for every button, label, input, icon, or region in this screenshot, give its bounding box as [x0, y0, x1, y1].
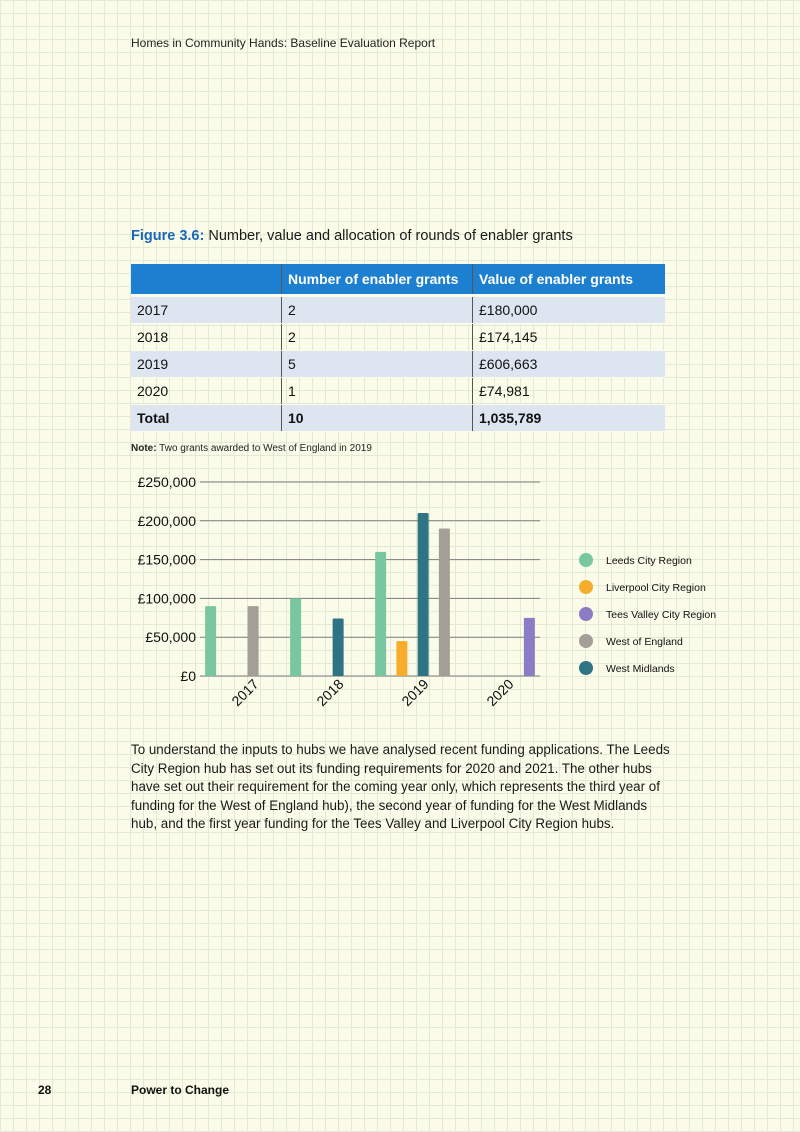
table-cell: 2017	[131, 296, 282, 324]
table-cell: £180,000	[473, 296, 666, 324]
table-total-row	[131, 405, 665, 432]
x-tick-label: 2020	[483, 675, 517, 710]
y-tick-label: £0	[180, 668, 196, 684]
legend-label: West Midlands	[606, 663, 675, 675]
table-cell: 10	[282, 405, 473, 432]
figure-caption	[131, 228, 573, 244]
table-row	[131, 296, 665, 324]
legend-marker	[579, 553, 593, 567]
y-tick-label: £100,000	[137, 590, 196, 607]
table-header-row	[131, 264, 665, 296]
chart-bar	[375, 552, 386, 676]
note-text: Two grants awarded to West of England in 2019	[156, 443, 372, 454]
legend-marker	[579, 634, 593, 648]
y-tick-label: £200,000	[137, 512, 196, 529]
report-header: Homes in Community Hands: Baseline Evaluation Report	[131, 36, 436, 50]
figure-caption-text: Number, value and allocation of rounds of enabler grants	[204, 228, 573, 244]
y-tick-label: £50,000	[145, 629, 196, 646]
figure-label: Figure 3.6:	[131, 228, 205, 244]
footer-organization: Power to Change	[131, 1083, 230, 1097]
legend-label: West of England	[606, 636, 683, 648]
table-cell: 1	[282, 378, 473, 405]
x-tick-label: 2018	[313, 675, 347, 710]
chart-bar	[396, 641, 407, 676]
chart-bar	[205, 606, 216, 676]
table-cell: 2020	[131, 378, 282, 405]
legend-marker	[579, 607, 593, 621]
legend-marker	[579, 661, 593, 675]
legend-label: Tees Valley City Region	[606, 609, 717, 621]
table-row	[131, 324, 665, 351]
table-row	[131, 378, 665, 405]
chart-bar	[333, 618, 344, 676]
table-cell: 2019	[131, 351, 282, 378]
legend-label: Liverpool City Region	[606, 582, 706, 594]
chart-bar	[248, 606, 259, 676]
chart-bar	[524, 618, 535, 676]
x-tick-label: 2019	[398, 675, 432, 710]
table-cell: £74,981	[473, 378, 666, 405]
enabler-grants-table	[131, 264, 665, 432]
x-tick-label: 2017	[228, 675, 262, 710]
table-cell: 1,035,789	[473, 405, 666, 432]
table-cell: 2018	[131, 324, 282, 351]
body-paragraph: To understand the inputs to hubs we have analysed recent funding applications. The Leeds City Region hub has set out its funding requirements for 2020 and 2021. The other hubs have set out their requirement for the coming year only, which represents the third year of funding for the West of England hub), the second year of funding for the West Midlands hub, and the first year funding for the Tees Valley and Liverpool City Region hubs.	[131, 742, 670, 831]
chart-bar	[439, 529, 450, 676]
chart-bar	[418, 513, 429, 676]
table-cell: £606,663	[473, 351, 666, 378]
table-cell: 5	[282, 351, 473, 378]
table-cell: 2	[282, 324, 473, 351]
table-row	[131, 351, 665, 378]
enabler-grants-chart	[120, 470, 740, 730]
body-text	[131, 741, 671, 834]
y-tick-label: £250,000	[137, 474, 196, 490]
table-header-value: Value of enabler grants	[473, 264, 666, 296]
table-header-number: Number of enabler grants	[282, 264, 473, 296]
table-note	[131, 443, 372, 454]
table-cell: £174,145	[473, 324, 666, 351]
table-cell: 2	[282, 296, 473, 324]
legend-label: Leeds City Region	[606, 555, 692, 567]
page-number: 28	[38, 1083, 52, 1097]
table-header-year	[131, 264, 282, 296]
legend-marker	[579, 580, 593, 594]
table-cell: Total	[131, 405, 282, 432]
note-label: Note:	[131, 443, 157, 454]
chart-bar	[290, 598, 301, 676]
y-tick-label: £150,000	[137, 551, 196, 568]
